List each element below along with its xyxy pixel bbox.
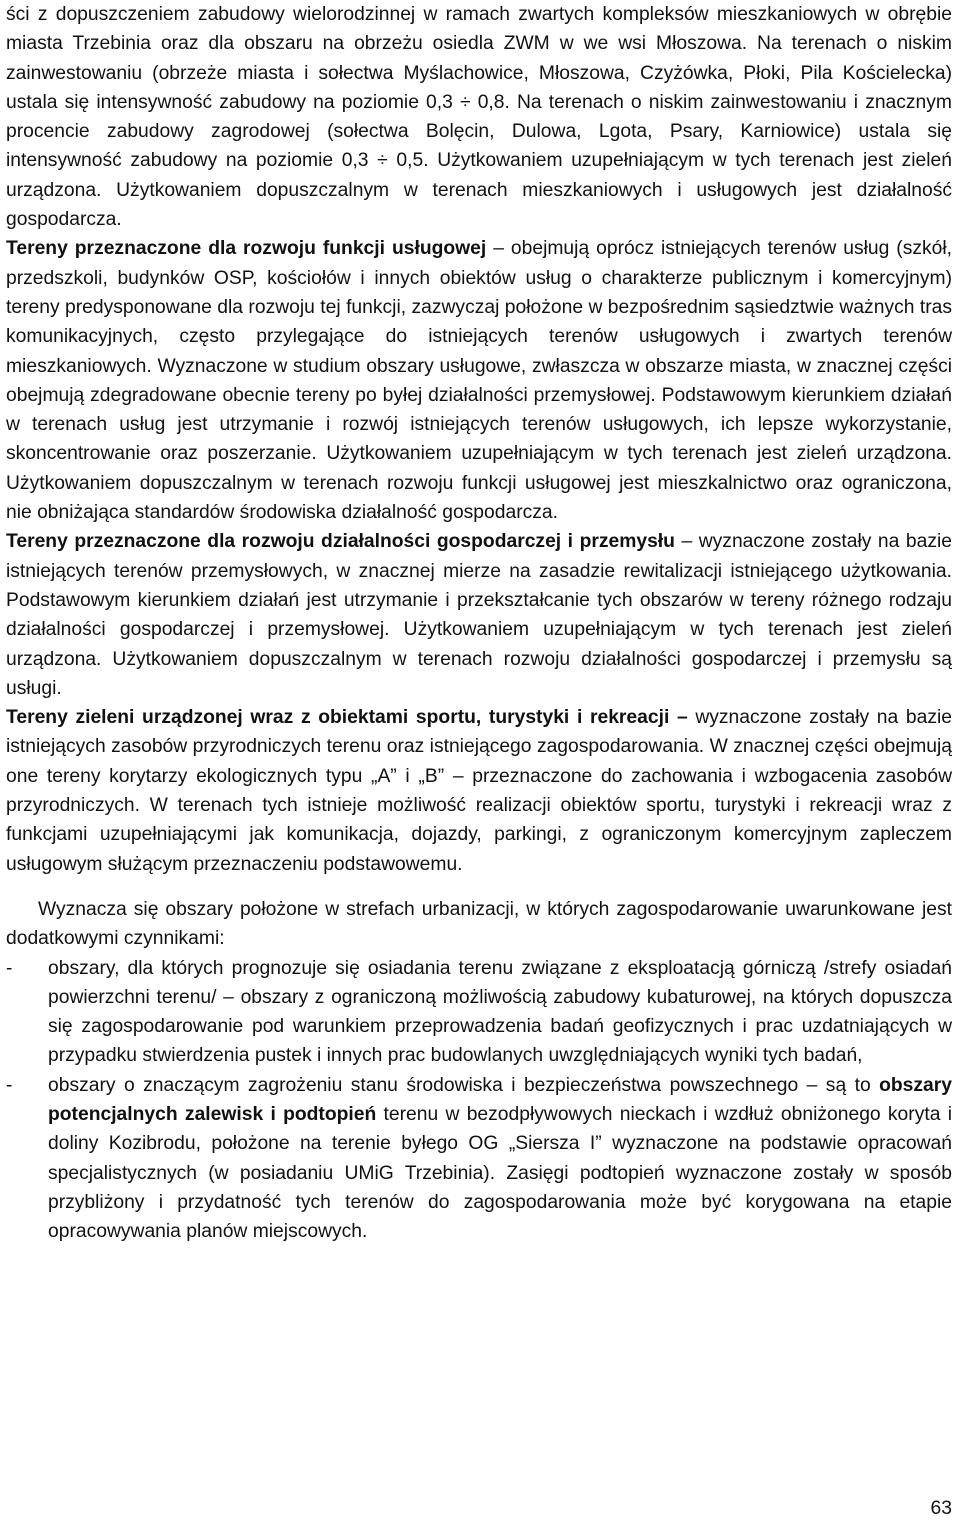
paragraph-residential-intensity [6,0,952,234]
paragraph-industry-areas [6,527,952,703]
section-heading-industry: Tereny przeznaczone dla rozwoju działalności gospodarczej i przemysłu [6,531,675,553]
conditions-list [6,954,952,1247]
section-heading-green: Tereny zieleni urządzonej wraz z obiektami sportu, turystyki i rekreacji – [6,707,688,729]
paragraph-green-areas [6,703,952,879]
list-bullet: - [6,1074,13,1096]
list-bullet: - [6,957,13,979]
list-item-text: obszary, dla których prognozuje się osiadania terenu związane z eksploatacją górniczą /strefy osiadań powierzchni terenu/ – obszary z ograniczoną możliwością zabudowy kubaturowej, na których dopuszcza się zagospodarowanie pod warunkiem przeprowadzenia badań geofizycznych i prac uzdatniających w przypadku stwierdzenia pustek i innych prac budowlanych uwzględniających wyniki tych badań, [48,957,952,1067]
list-item-text-end: terenu w bezodpływowych nieckach i wzdłuż obniżonego koryta i doliny Kozibrodu, położone na terenie byłego OG „Siersza I” wyznaczone na podstawie opracowań specjalistycznych (w posiadaniu UMiG Trzebinia). Zasięgi podtopień wyznaczone zostały w sposób przybliżony i przydatność tych terenów do zagospodarowania może być korygowana na etapie opracowywania planów miejscowych. [48,1103,952,1243]
paragraph-additional-factors [6,895,952,954]
page-number: 63 [930,1498,952,1519]
list-item [6,1071,952,1247]
list-item-emphasis: obszary potencjalnych zalewisk i podtopień [48,1074,952,1125]
list-item [6,954,952,1071]
section-heading-services: Tereny przeznaczone dla rozwoju funkcji usługowej [6,238,487,260]
list-item-text-start: obszary o znaczącym zagrożeniu stanu środowiska i bezpieczeństwa powszechnego – są to [48,1074,880,1096]
list-item-text [48,1071,952,1247]
paragraph-text: ści z dopuszczeniem zabudowy wielorodzinnej w ramach zwartych kompleksów mieszkaniowych w obrębie miasta Trzebinia oraz dla obszaru na obrzeżu osiedla ZWM w we wsi Młoszowa. Na terenach o niskim zainwestowaniu (obrzeże miasta i sołectwa Myślachowice, Młoszowa, Czyżówka, Płoki, Pila Kościelecka) ustala się intensywność zabudowy na poziomie 0,3 ÷ 0,8. Na terenach o niskim zainwestowaniu i znacznym procencie zabudowy zagrodowej (sołectwa Bolęcin, Dulowa, Lgota, Psary, Karniowice) ustala się intensywność zabudowy na poziomie 0,3 ÷ 0,5. Użytkowaniem uzupełniającym w tych terenach jest zieleń urządzona. Użytkowaniem dopuszczalnym w terenach mieszkaniowych i usługowych jest działalność gospodarcza. [6,4,952,231]
paragraph-text: wyznaczone zostały na bazie istniejących zasobów przyrodniczych terenu oraz istniejącego zagospodarowania. W znacznej części obejmują one tereny korytarzy ekologicznych typu „A” i „B” – przeznaczone do zachowania i wzbogacenia zasobów przyrodniczych. W terenach tych istnieje możliwość realizacji obiektów sportu, turystyki i rekreacji wraz z funkcjami uzupełniającymi jak komunikacja, dojazdy, parkingi, z ograniczonym komercyjnym zapleczem usługowym służącym przeznaczeniu podstawowemu. [6,707,952,875]
paragraph-text: – obejmują oprócz istniejących terenów usług (szkół, przedszkoli, budynków OSP, kościołów i innych obiektów usług o charakterze publicznym i komercyjnym) tereny predysponowane dla rozwoju tej funkcji, zazwyczaj położone w bezpośrednim sąsiedztwie ważnych tras komunikacyjnych, często przylegające do istniejących terenów usługowych i zwartych terenów mieszkaniowych. Wyznaczone w studium obszary usługowe, zwłaszcza w obszarze miasta, w znacznej części obejmują zdegradowane obecnie tereny po byłej działalności przemysłowej. Podstawowym kierunkiem działań w terenach usług jest utrzymanie i rozwój istniejących terenów usługowych, ich lepsze wykorzystanie, skoncentrowanie oraz poszerzanie. Użytkowaniem uzupełniającym w tych terenach jest zieleń urządzona. Użytkowaniem dopuszczalnym w terenach rozwoju funkcji usługowej jest mieszkalnictwo oraz ograniczona, nie obniżająca standardów środowiska działalność gospodarcza. [6,238,952,524]
paragraph-services-areas [6,234,952,527]
paragraph-text: – wyznaczone zostały na bazie istniejących terenów przemysłowych, w znacznej mierze na zasadzie rewitalizacji istniejącego użytkowania. Podstawowym kierunkiem działań jest utrzymanie i przekształcanie tych obszarów w tereny różnego rodzaju działalności gospodarczej i przemysłowej. Użytkowaniem uzupełniającym w tych terenach jest zieleń urządzona. Użytkowaniem dopuszczalnym w terenach rozwoju działalności gospodarczej i przemysłu są usługi. [6,531,952,699]
paragraph-text: Wyznacza się obszary położone w strefach urbanizacji, w których zagospodarowanie uwarunkowane jest dodatkowymi czynnikami: [6,898,952,950]
